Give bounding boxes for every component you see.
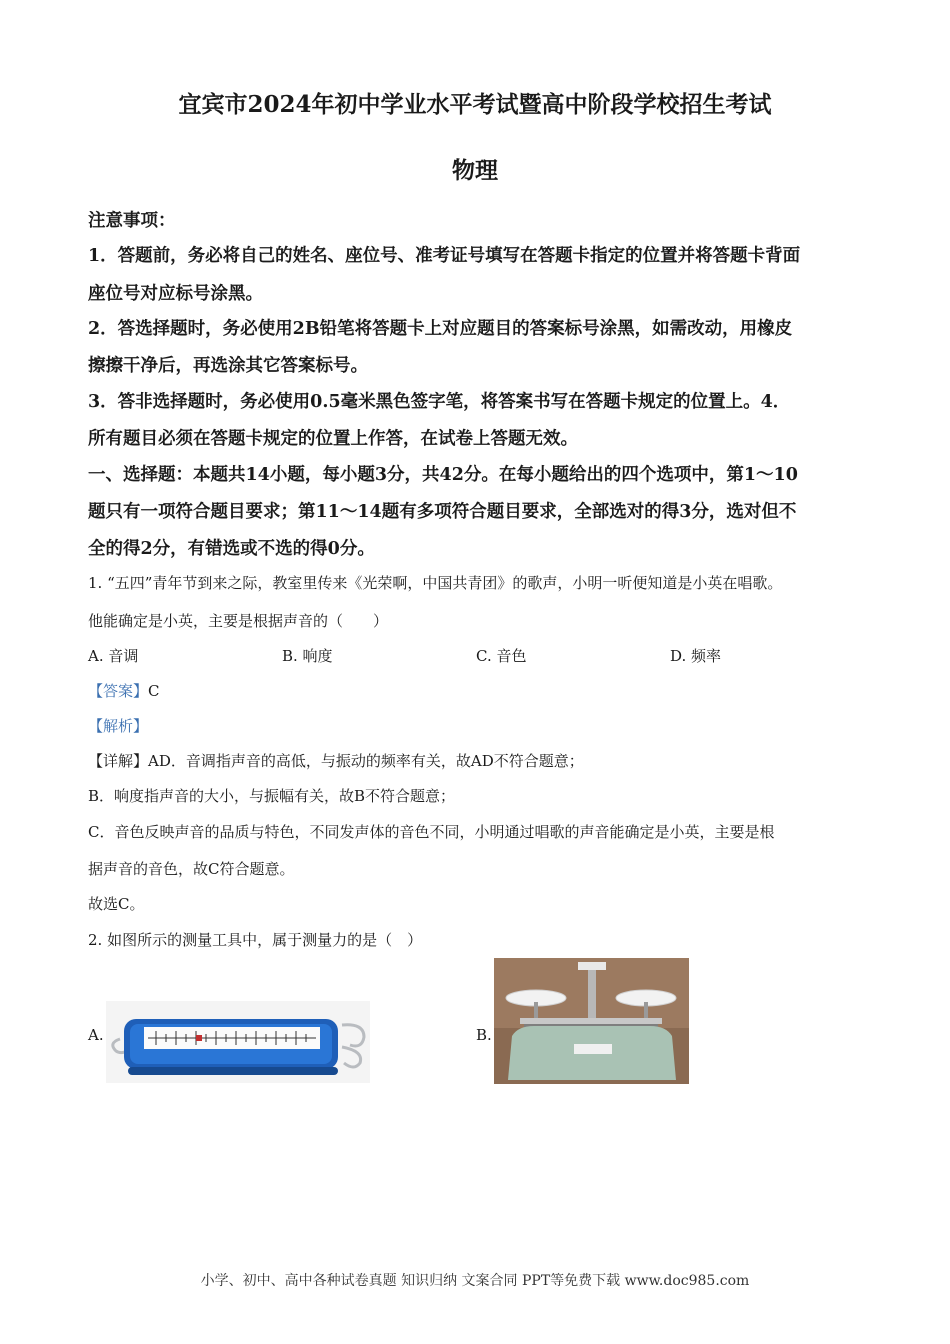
q1-option-a: A. 音调 [88,647,139,665]
notice-line: 擦擦干净后，再选涂其它答案标号。 [88,356,368,376]
answer-value: C [148,682,160,700]
detail-tag: 【详解】 [88,752,149,770]
q2-option-b-label: B. [476,1026,492,1044]
q1-option-d: D. 频率 [670,647,722,665]
subject-title: 物理 [452,157,498,184]
notice-line: 座位号对应标号涂黑。 [88,284,263,304]
detail-line: AD．音调指声音的高低，与振动的频率有关，故AD不符合题意； [148,752,584,770]
detail-line: 故选C。 [88,895,145,913]
notice-line: 所有题目必须在答题卡规定的位置上作答，在试卷上答题无效。 [88,429,578,449]
spring-scale-image [106,1001,370,1083]
q2-stem: 2. 如图所示的测量工具中，属于测量力的是（ ） [88,931,423,949]
answer-tag: 【答案】 [88,682,149,700]
notice-line: 3．答非选择题时，务必使用0.5毫米黑色签字笔，将答案书写在答题卡规定的位置上。4． [88,392,791,412]
q1-stem: 1. “五四”青年节到来之际，教室里传来《光荣啊，中国共青团》的歌声，小明一听便知道是小英在唱歌。 [88,574,783,592]
balance-scale-image [494,958,689,1084]
footer-text: 小学、初中、高中各种试卷真题 知识归纳 文案合同 PPT等免费下载 www.doc985.com [200,1273,750,1289]
detail-line: B．响度指声音的大小，与振幅有关，故B不符合题意； [88,787,456,805]
q1-stem: 他能确定是小英，主要是根据声音的（ ） [88,612,389,630]
detail-line: 据声音的音色，故C符合题意。 [88,860,295,878]
notice-heading: 注意事项： [88,211,176,231]
q1-detail [88,750,584,771]
notice-line: 1．答题前，务必将自己的姓名、座位号、准考证号填写在答题卡指定的位置并将答题卡背面 [88,246,801,266]
detail-line: C．音色反映声音的品质与特色，不同发声体的音色不同，小明通过唱歌的声音能确定是小英，主要是根 [88,823,775,841]
exam-title: 宜宾市2024年初中学业水平考试暨高中阶段学校招生考试 [178,91,772,118]
q2-option-a-label: A. [88,1026,104,1044]
section-instructions: 题只有一项符合题目要求；第11～14题有多项符合题目要求，全部选对的得3分，选对但不 [88,502,797,522]
q1-answer [88,680,160,701]
notice-line: 2．答选择题时，务必使用2B铅笔将答题卡上对应题目的答案标号涂黑，如需改动，用橡皮 [88,319,793,339]
section-instructions: 全的得2分，有错选或不选的得0分。 [88,539,375,559]
q1-option-c: C. 音色 [476,647,527,665]
analysis-tag: 【解析】 [88,717,149,735]
q1-option-b: B. 响度 [282,647,333,665]
section-instructions: 一、选择题：本题共14小题，每小题3分，共42分。在每小题给出的四个选项中，第1～10 [88,465,798,485]
